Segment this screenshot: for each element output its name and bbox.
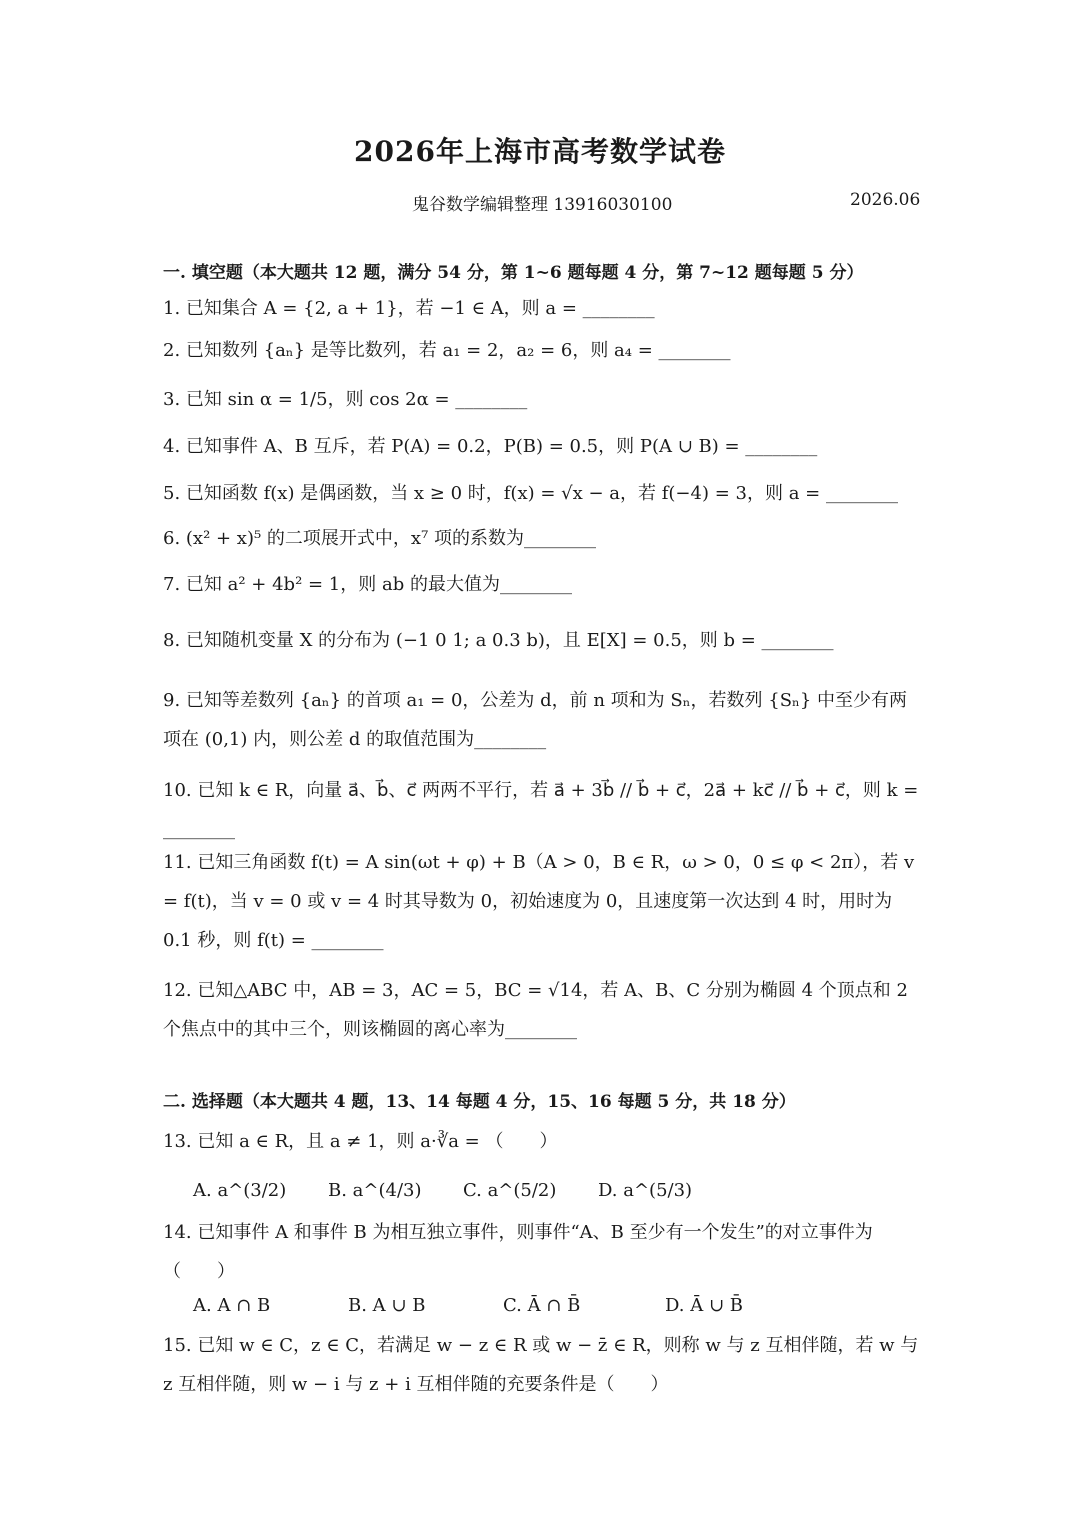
option-d[interactable]: D. Ā ∪ B̄	[665, 1295, 743, 1316]
option-b[interactable]: B. A ∪ B	[348, 1295, 426, 1316]
question-4: 4. 已知事件 A、B 互斥，若 P(A) = 0.2，P(B) = 0.5，则 P(A ∪ B) = ________	[163, 436, 818, 457]
option-c[interactable]: C. a^(5/2)	[463, 1180, 557, 1201]
question-5: 5. 已知函数 f(x) 是偶函数，当 x ≥ 0 时，f(x) = √x − a，若 f(−4) = 3，则 a = ________	[163, 483, 898, 504]
option-b[interactable]: B. a^(4/3)	[328, 1180, 422, 1201]
option-c[interactable]: C. Ā ∩ B̄	[503, 1295, 581, 1316]
page-title: 2026年上海市高考数学试卷	[354, 135, 726, 168]
question-1: 1. 已知集合 A = {2, a + 1}，若 −1 ∈ A，则 a = ________	[163, 298, 655, 319]
question-13: 13. 已知 a ∈ R，且 a ≠ 1，则 a·∛a = （ ）	[163, 1131, 558, 1152]
question-8: 8. 已知随机变量 X 的分布为 (−1 0 1; a 0.3 b)，且 E[X] = 0.5，则 b = ________	[163, 630, 834, 651]
question-7: 7. 已知 a² + 4b² = 1，则 ab 的最大值为________	[163, 574, 572, 595]
question-14: 14. 已知事件 A 和事件 B 为相互独立事件，则事件“A、B 至少有一个发生”的对立事件为（ ）	[163, 1222, 873, 1282]
question-2: 2. 已知数列 {aₙ} 是等比数列，若 a₁ = 2，a₂ = 6，则 a₄ = ________	[163, 340, 731, 361]
section-heading-fill-in: 一. 填空题（本大题共 12 题，满分 54 分，第 1~6 题每题 4 分，第 7~12 题每题 5 分）	[163, 263, 864, 283]
option-a[interactable]: A. A ∩ B	[193, 1295, 271, 1316]
editor-credit: 鬼谷数学编辑整理 13916030100	[412, 195, 673, 215]
publish-date: 2026.06	[850, 190, 921, 210]
question-10: 10. 已知 k ∈ R，向量 a⃗、b⃗、c⃗ 两两不平行，若 a⃗ + 3b⃗ // b⃗ + c⃗，2a⃗ + kc⃗ // b⃗ + c⃗，则 k = ________	[163, 780, 919, 840]
question-12: 12. 已知△ABC 中，AB = 3，AC = 5，BC = √14，若 A、B、C 分别为椭圆 4 个顶点和 2 个焦点中的其中三个，则该椭圆的离心率为________	[163, 980, 908, 1040]
section-heading-multiple-choice: 二. 选择题（本大题共 4 题，13、14 每题 4 分，15、16 每题 5 分，共 18 分）	[163, 1092, 796, 1112]
option-a[interactable]: A. a^(3/2)	[193, 1180, 287, 1201]
question-9: 9. 已知等差数列 {aₙ} 的首项 a₁ = 0，公差为 d，前 n 项和为 Sₙ，若数列 {Sₙ} 中至少有两项在 (0,1) 内，则公差 d 的取值范围为________	[163, 690, 907, 750]
question-11: 11. 已知三角函数 f(t) = A sin(ωt + φ) + B（A > 0，B ∈ R，ω > 0，0 ≤ φ < 2π），若 v = f(t)，当 v = 0 或 v = 4 时其导数为 0，初始速度为 0，且速度第一次达到 4 时，用时为 0.1 秒，则 f(t) = ________	[163, 852, 915, 951]
option-d[interactable]: D. a^(5/3)	[598, 1180, 693, 1201]
question-15: 15. 已知 w ∈ C，z ∈ C，若满足 w − z ∈ R 或 w − z̄ ∈ R，则称 w 与 z 互相伴随，若 w 与 z 互相伴随，则 w − i 与 z + i 互相伴随的充要条件是（ ）	[163, 1335, 919, 1395]
question-6: 6. (x² + x)⁵ 的二项展开式中，x⁷ 项的系数为________	[163, 528, 597, 549]
question-3: 3. 已知 sin α = 1/5，则 cos 2α = ________	[163, 389, 528, 410]
